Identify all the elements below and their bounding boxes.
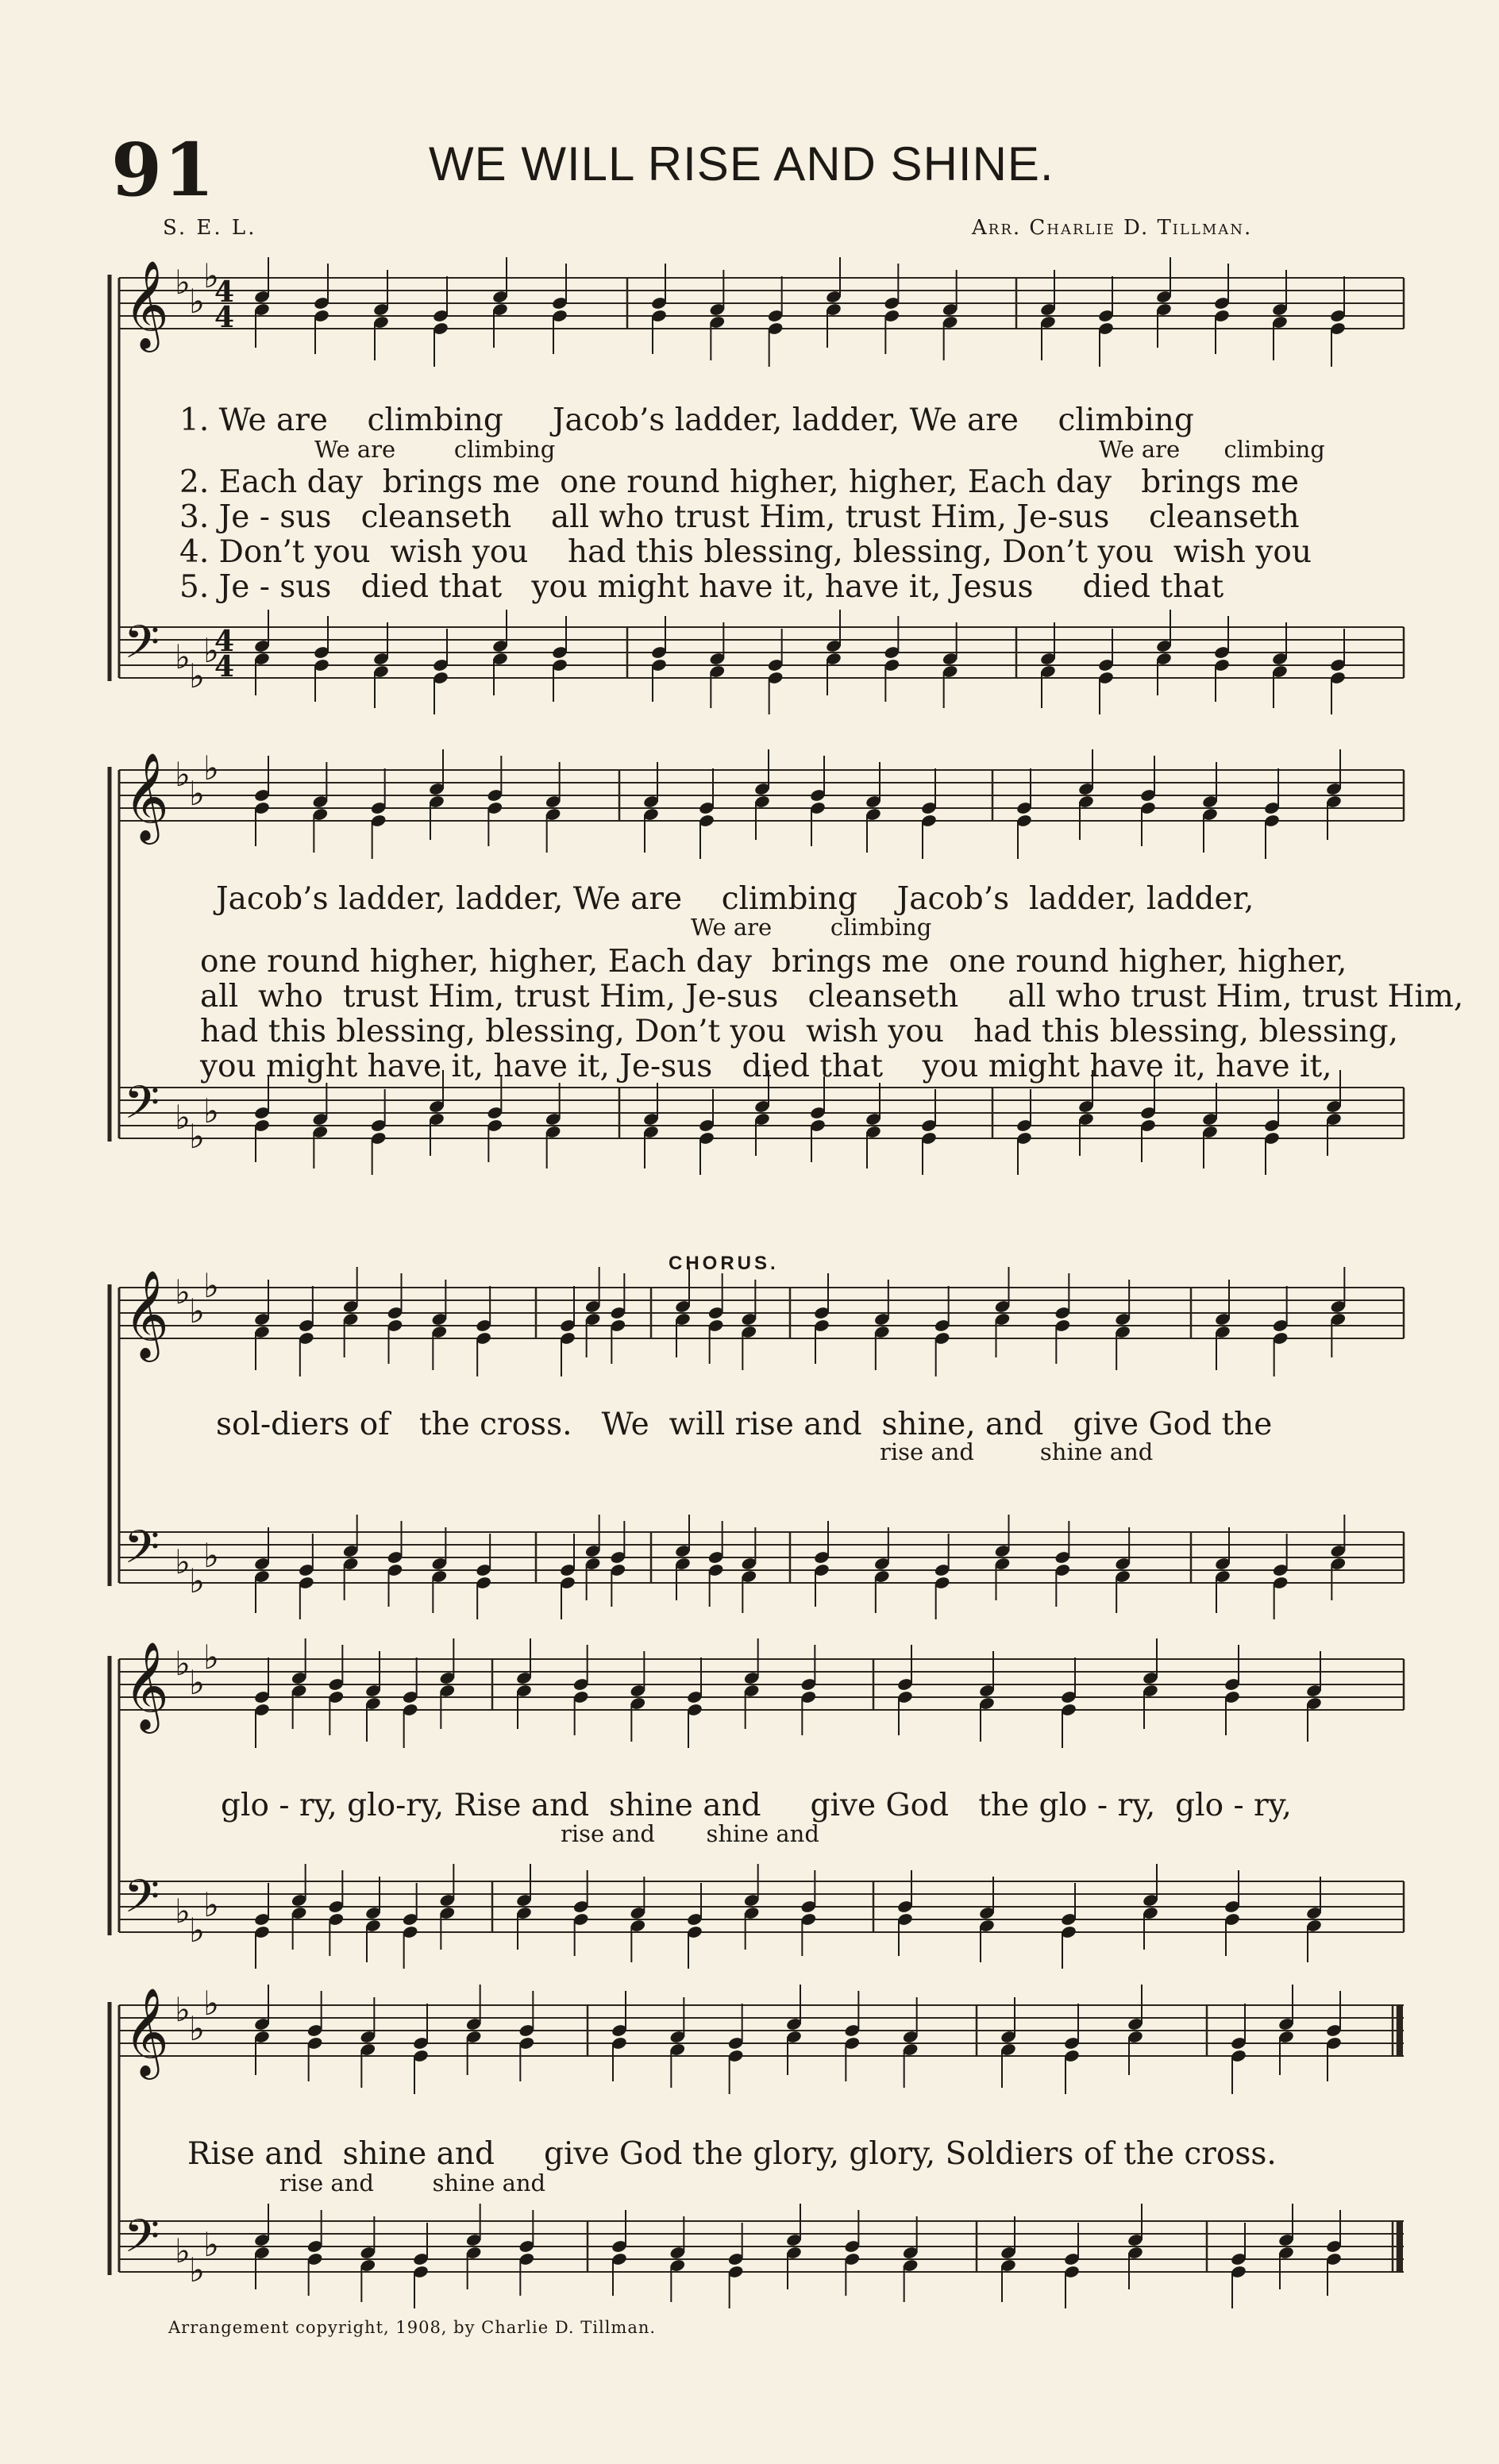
svg-text:𝄞: 𝄞 — [124, 1987, 169, 2076]
svg-text:♭: ♭ — [175, 637, 191, 676]
svg-text:♭: ♭ — [175, 1542, 191, 1581]
svg-text:♭: ♭ — [189, 1117, 205, 1156]
verse-5-line-1: 5. Je - sus died that you might have it, have it, Jesus died that — [179, 569, 1224, 605]
svg-text:♭: ♭ — [175, 1990, 191, 2029]
verse-3-line-2: all who trust Him, trust Him, Je-sus cleanseth all who trust Him, trust Him, — [200, 979, 1464, 1014]
svg-text:♭: ♭ — [175, 1644, 191, 1683]
svg-text:♭: ♭ — [175, 2231, 191, 2270]
svg-text:♭: ♭ — [189, 656, 205, 695]
grand-staff-3 — [95, 1266, 1405, 1619]
svg-text:♭: ♭ — [203, 749, 219, 787]
svg-text:♭: ♭ — [203, 1638, 219, 1677]
chorus-line-2: glo - ry, glo-ry, Rise and shine and give God the glo - ry, glo - ry, — [221, 1788, 1292, 1823]
verse-3-line-1: 3. Je - sus cleanseth all who trust Him, trust Him, Je-sus cleanseth — [179, 499, 1300, 535]
chorus-line-1: sol-diers of the cross. We will rise and shine, and give God the — [216, 1407, 1273, 1442]
arranger-credit: Arr. Charlie D. Tillman. — [972, 216, 1253, 240]
verse-1-line-1: 1. We are climbing Jacob’s ladder, ladder, We are climbing — [179, 402, 1194, 438]
svg-text:𝄞: 𝄞 — [124, 752, 169, 841]
svg-text:𝄢: 𝄢 — [124, 1869, 160, 1935]
svg-text:𝄞: 𝄞 — [124, 1641, 169, 1730]
verse-2-line-1: 2. Each day brings me one round higher, higher, Each day brings me — [179, 464, 1299, 500]
svg-text:♭: ♭ — [175, 1892, 191, 1931]
chorus-echo-1: rise and shine and — [880, 1438, 1154, 1465]
svg-text:♭: ♭ — [203, 1984, 219, 2023]
svg-text:♭: ♭ — [203, 1266, 219, 1305]
svg-text:♭: ♭ — [189, 282, 205, 321]
verse-4-line-1: 4. Don’t you wish you had this blessing, blessing, Don’t you wish you — [179, 534, 1312, 570]
svg-text:♭: ♭ — [175, 755, 191, 794]
svg-text:♭: ♭ — [189, 1911, 205, 1950]
verse-1-line-2: Jacob’s ladder, ladder, We are climbing Jacob’s ladder, ladder, — [216, 881, 1254, 917]
verse-5-line-2: you might have it, have it, Je-sus died that you might have it, have it, — [200, 1049, 1332, 1084]
chorus-echo-3: rise and shine and — [279, 2169, 546, 2196]
svg-text:♭: ♭ — [189, 1292, 205, 1330]
svg-text:4: 4 — [214, 650, 235, 683]
svg-text:𝄢: 𝄢 — [124, 1520, 160, 1585]
hymn-number: 91 — [111, 127, 217, 213]
music-system-3 — [95, 1266, 1405, 1619]
svg-text:♭: ♭ — [189, 1561, 205, 1600]
chorus-label: CHORUS. — [669, 1253, 779, 1274]
words-credit: S. E. L. — [163, 216, 257, 240]
svg-text:♭: ♭ — [203, 1091, 219, 1130]
svg-text:4: 4 — [214, 301, 235, 334]
chorus-echo-2: rise and shine and — [561, 1820, 819, 1847]
svg-text:♭: ♭ — [189, 2009, 205, 2048]
copyright-footer: Arrangement copyright, 1908, by Charlie D. Tillman. — [168, 2318, 657, 2337]
svg-text:𝄢: 𝄢 — [124, 1076, 160, 1141]
verse-4-line-2: had this blessing, blessing, Don’t you wish you had this blessing, blessing, — [200, 1014, 1398, 1049]
svg-text:♭: ♭ — [203, 1536, 219, 1575]
echo-line-2: We are climbing — [691, 914, 932, 941]
svg-text:♭: ♭ — [175, 263, 191, 302]
svg-text:♭: ♭ — [189, 2250, 205, 2289]
svg-text:𝄢: 𝄢 — [124, 615, 160, 680]
svg-text:♭: ♭ — [203, 631, 219, 670]
svg-text:𝄞: 𝄞 — [124, 260, 169, 348]
svg-text:♭: ♭ — [203, 2225, 219, 2264]
svg-text:♭: ♭ — [189, 1663, 205, 1702]
verse-2-line-2: one round higher, higher, Each day brings me one round higher, higher, — [200, 944, 1347, 980]
echo-line-1a: We are climbing — [314, 436, 556, 463]
svg-text:𝄞: 𝄞 — [124, 1269, 169, 1358]
svg-text:𝄢: 𝄢 — [124, 2209, 160, 2274]
svg-text:♭: ♭ — [203, 1885, 219, 1924]
svg-text:♭: ♭ — [175, 1098, 191, 1137]
svg-text:♭: ♭ — [203, 256, 219, 295]
hymn-title: WE WILL RISE AND SHINE. — [429, 137, 1054, 191]
svg-text:♭: ♭ — [189, 774, 205, 813]
svg-text:4: 4 — [214, 625, 235, 658]
chorus-line-3: Rise and shine and give God the glory, glory, Soldiers of the cross. — [187, 2136, 1277, 2172]
echo-line-1b: We are climbing — [1099, 436, 1325, 463]
svg-text:4: 4 — [214, 275, 235, 309]
svg-text:♭: ♭ — [175, 1272, 191, 1311]
